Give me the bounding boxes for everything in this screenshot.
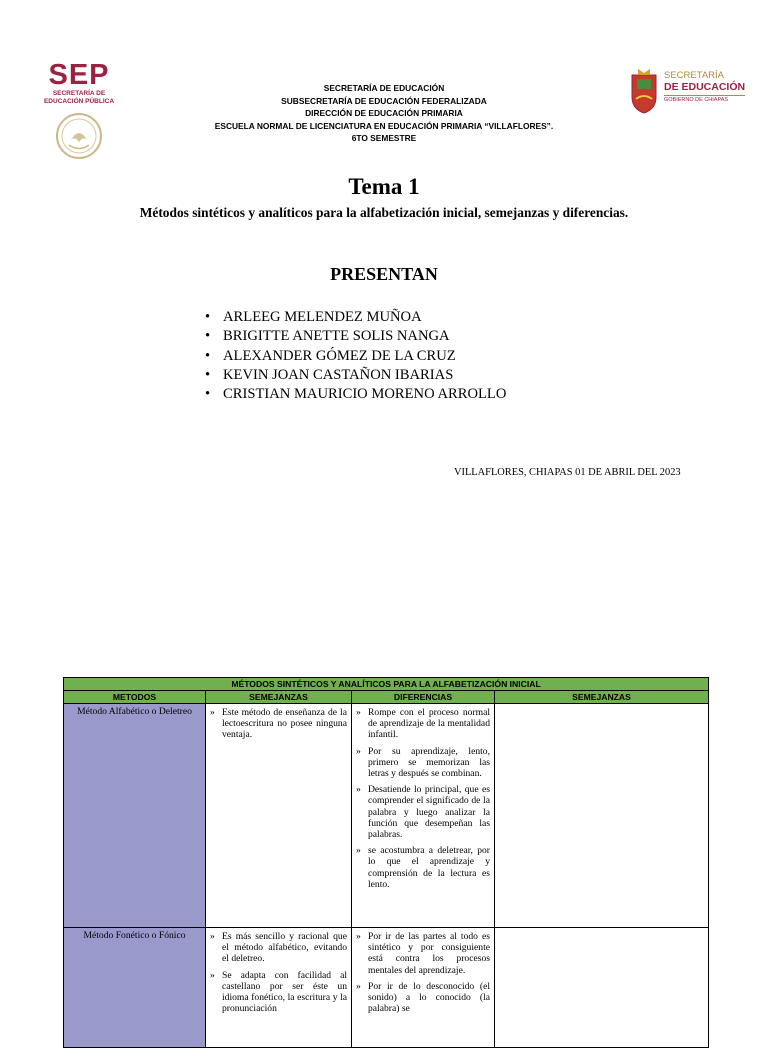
presenter-item: • CRISTIAN MAURICIO MORENO ARROLLO (205, 385, 506, 404)
methods-table (63, 677, 709, 1048)
semejanzas-cell (206, 704, 352, 928)
chiapas-shield-icon (628, 67, 660, 115)
presenter-item: • BRIGITTE ANETTE SOLIS NANGA (205, 327, 506, 346)
header-line-4: ESCUELA NORMAL DE LICENCIATURA EN EDUCACIÓN PRIMARIA “VILLAFLORES”. (214, 120, 554, 131)
diferencias-cell (352, 928, 495, 1048)
method-name-cell: Método Alfabético o Deletreo (64, 704, 206, 928)
table-header-cell: SEMEJANZAS (206, 691, 352, 704)
presenters-list (205, 308, 506, 404)
presenter-item: • KEVIN JOAN CASTAÑON IBARIAS (205, 366, 506, 385)
chiapas-logo-line2: DE EDUCACIÓN (664, 81, 746, 93)
table-row (64, 928, 709, 1048)
table-row (64, 704, 709, 928)
header-line-5: 6TO SEMESTRE (351, 133, 417, 144)
presenters-heading: PRESENTAN (330, 264, 438, 284)
table-header-cell: METODOS (64, 691, 206, 704)
method-name-cell: Método Fonético o Fónico (64, 928, 206, 1048)
diferencia-point: » se acostumbra a deletrear, por lo que el aprendizaje y comprensión de la lectura es lento. (352, 842, 494, 892)
sep-logo-subtitle-2: EDUCACIÓN PÚBLICA (43, 98, 115, 105)
semejanzas-cell (206, 928, 352, 1048)
diferencia-point: » Por ir de lo desconocido (el sonido) a lo conocido (la palabra) se (352, 978, 494, 1017)
header-line-3: DIRECCIÓN DE EDUCACIÓN PRIMARIA (305, 108, 463, 119)
header-line-2: SUBSECRETARÍA DE EDUCACIÓN FEDERALIZADA (281, 95, 487, 106)
chiapas-logo-text (664, 71, 745, 104)
presenter-item: • ALEXANDER GÓMEZ DE LA CRUZ (205, 347, 506, 366)
diferencia-point: » Rompe con el proceso normal de aprendizaje de la mentalidad infantil. (352, 704, 494, 743)
semejanza-point: » Este método de enseñanza de la lectoescritura no posee ninguna ventaja. (206, 704, 351, 743)
semejanzas-extra-cell (495, 704, 709, 928)
diferencia-point: » Desatiende lo principal, que es comprender el significado de la palabra y luego analizar la función que desempeñan las palabras. (352, 781, 494, 842)
diferencia-point: » Por ir de las partes al todo es sintético y por consiguiente está contra los procesos mentales del aprendizaje. (352, 928, 494, 978)
table-header-row (64, 691, 709, 704)
presenter-item: • ARLEEG MELENDEZ MUÑOA (205, 308, 506, 327)
semejanza-point: » Se adapta con facilidad al castellano por ser éste un idioma fonético, la escritura y la pronunciación (206, 967, 351, 1017)
sep-logo-subtitle-1: SECRETARÍA DE (52, 90, 106, 97)
place-and-date: VILLAFLORES, CHIAPAS 01 DE ABRIL DEL 2023 (454, 467, 681, 478)
diferencia-point: » Por su aprendizaje, lento, primero se memorizan las letras y después se combinan. (352, 743, 494, 782)
diferencias-cell (352, 704, 495, 928)
semejanzas-extra-cell (495, 928, 709, 1048)
document-title: Tema 1 (348, 174, 420, 199)
institution-header (180, 82, 588, 145)
header-line-1: SECRETARÍA DE EDUCACIÓN (323, 83, 445, 93)
chiapas-logo-line1: SECRETARÍA (664, 70, 725, 81)
sep-logo-word: SEP (48, 59, 110, 91)
mexican-seal-icon (55, 112, 103, 160)
semejanza-point: » Es más sencillo y racional que el método alfabético, evitando el deletreo. (206, 928, 351, 967)
sep-logo (34, 60, 124, 106)
table-header-cell: DIFERENCIAS (352, 691, 495, 704)
table-header-cell: SEMEJANZAS (495, 691, 709, 704)
table-title: MÉTODOS SINTÉTICOS Y ANALÍTICOS PARA LA ALFABETIZACIÓN INICIAL (64, 678, 709, 691)
document-subtitle: Métodos sintéticos y analíticos para la alfabetización inicial, semejanzas y diferencias. (139, 205, 629, 220)
chiapas-logo-line3: GOBIERNO DE CHIAPAS (664, 95, 745, 104)
